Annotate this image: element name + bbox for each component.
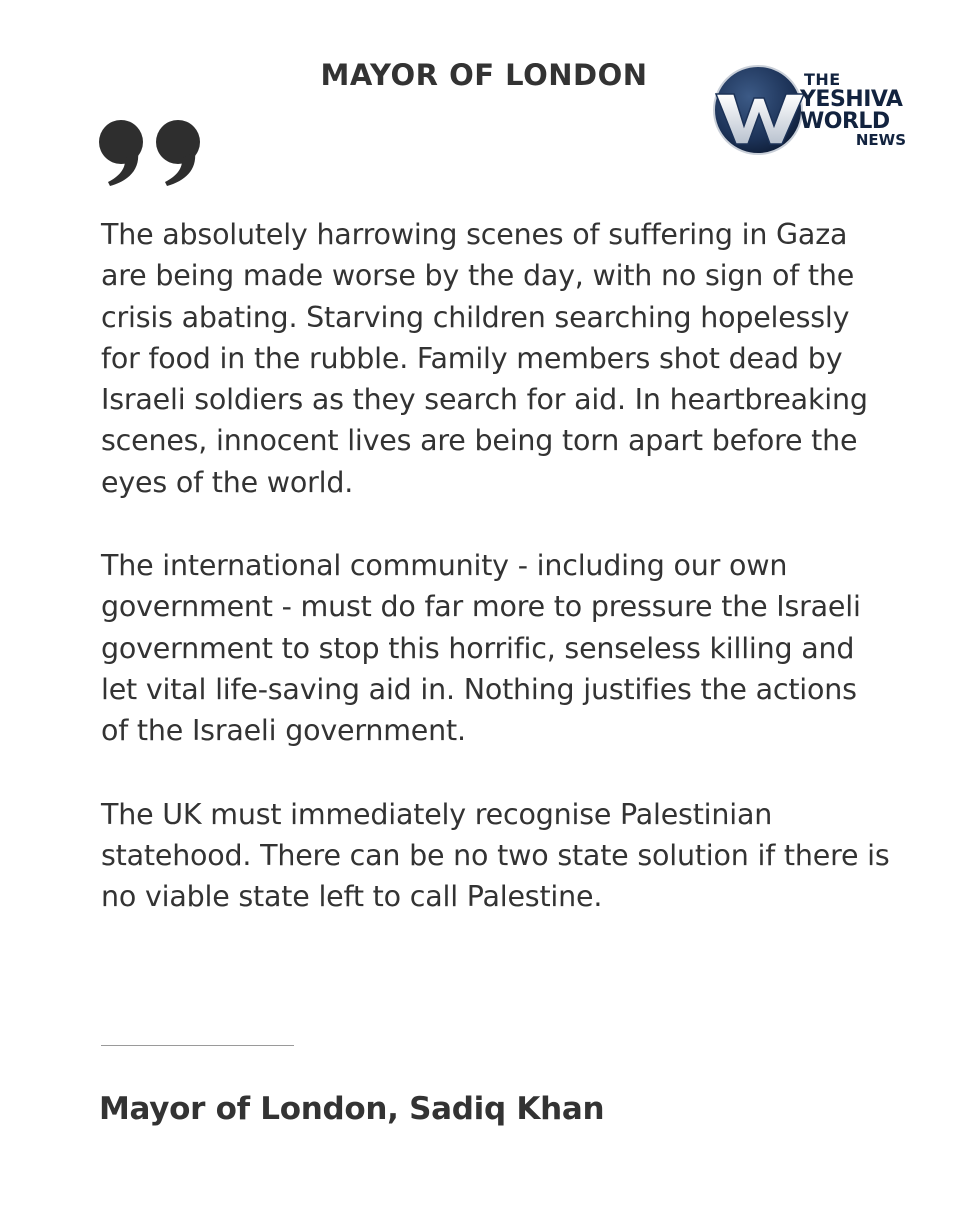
- quote-mark-icon: [98, 118, 208, 188]
- divider: [101, 1045, 294, 1046]
- logo-wordmark: [800, 72, 910, 148]
- statement-paragraph: The international community - including our own government - must do far more to pressure the Israeli government to stop this horrific, senseless killing and let vital life-saving aid in. Nothing justifies the actions of the Israeli government.: [101, 549, 861, 748]
- logo-line-news: NEWS: [855, 131, 906, 149]
- logo-line-yeshiva: YESHIVA: [800, 87, 903, 112]
- logo-line-world: WORLD: [800, 109, 890, 134]
- signature: Mayor of London, Sadiq Khan: [99, 1091, 605, 1127]
- page-title: MAYOR OF LONDON: [320, 58, 648, 92]
- statement-paragraph: The UK must immediately recognise Palestinian statehood. There can be no two state solution if there is no viable state left to call Palestine.: [101, 797, 890, 914]
- statement-paragraph: The absolutely harrowing scenes of suffering in Gaza are being made worse by the day, with no sign of the crisis abating. Starving children searching hopelessly for food in the rubble. Family members shot dead by Israeli soldiers as they search for aid. In heartbreaking scenes, innocent lives are being torn apart before the eyes of the world.: [101, 218, 868, 499]
- statement-body: [101, 214, 891, 959]
- logo-line-the: THE: [804, 70, 841, 89]
